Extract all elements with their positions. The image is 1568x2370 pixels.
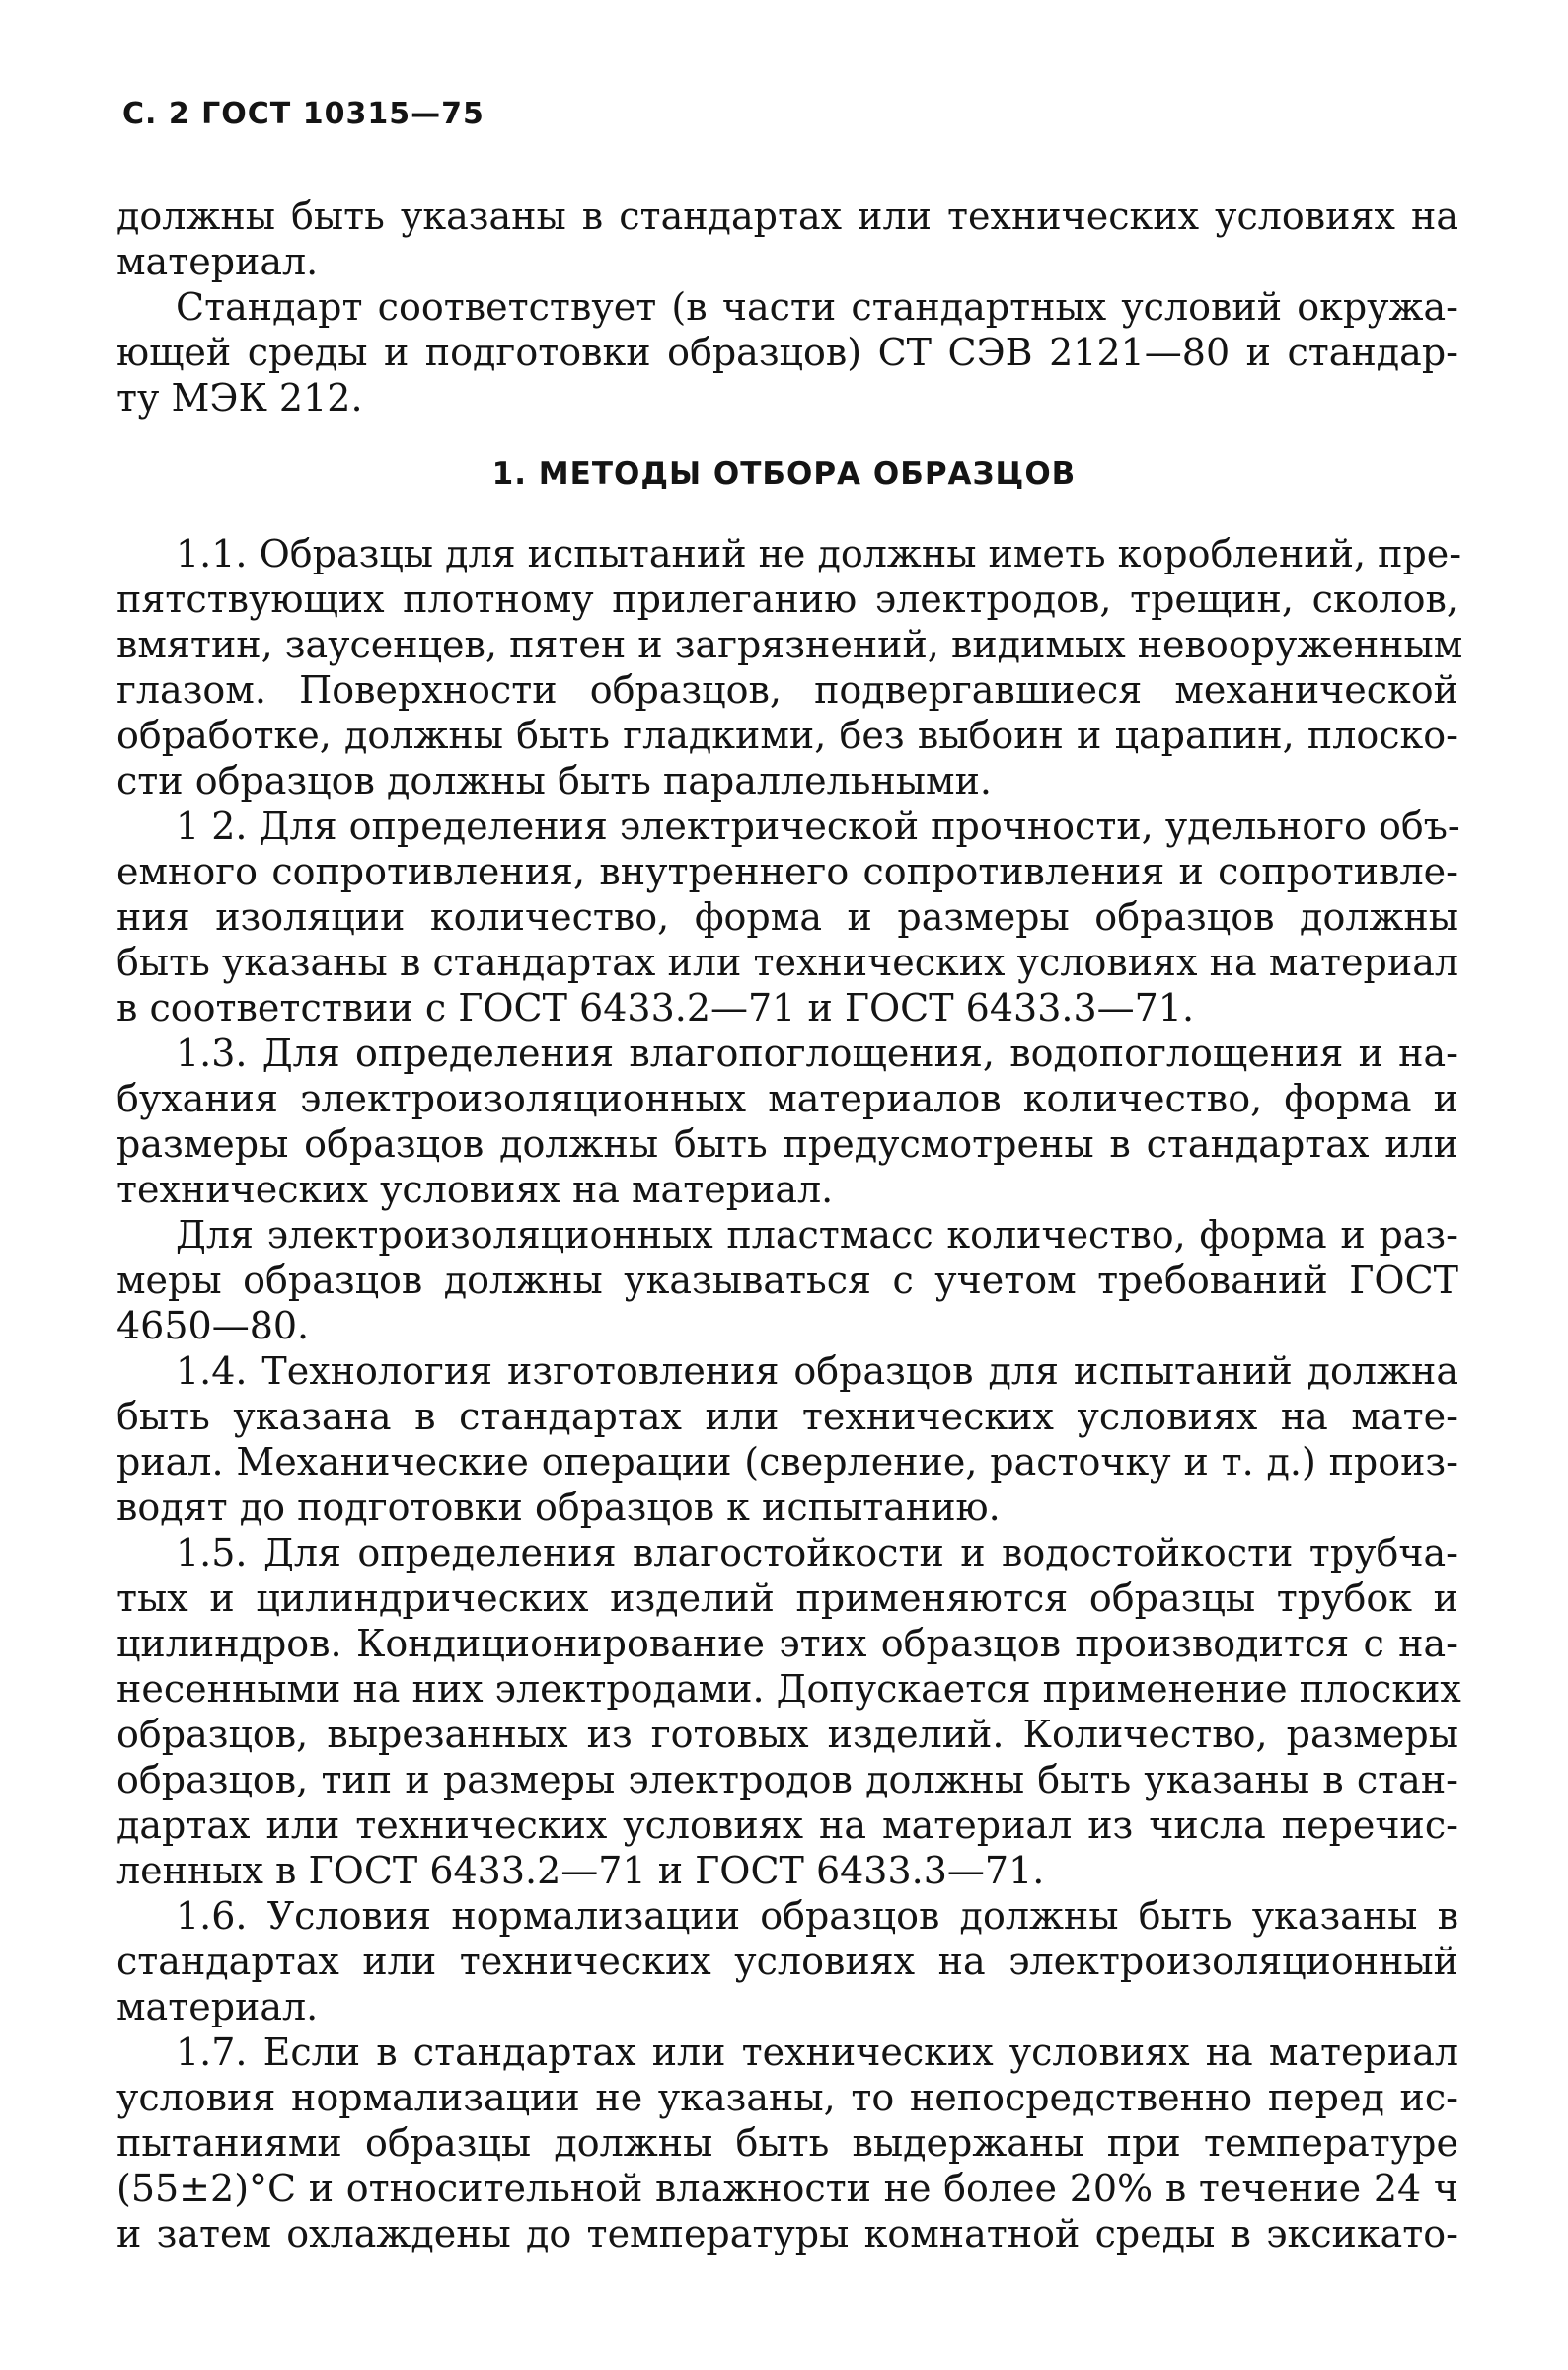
clause-1-1 (116, 576, 1463, 803)
text-line: условия нормализации не указаны, то непосредственно перед ис- (116, 2076, 1458, 2119)
paragraph (116, 330, 1458, 420)
clause-1-6-first (116, 1893, 1458, 1939)
clause-1-5 (116, 1575, 1461, 1893)
text-line: ющей среды и подготовки образцов) СТ СЭВ 2121—80 и стандар- (116, 331, 1458, 374)
text-line: (55±2)°С и относительной влажности не более 20% в течение 24 ч (116, 2167, 1458, 2210)
text-line: 1.6. Условия нормализации образцов должны быть указаны в (176, 1894, 1458, 1938)
text-line: ту МЭК 212. (116, 376, 363, 420)
clause-1-4-first (116, 1348, 1458, 1394)
text-line: ленных в ГОСТ 6433.2—71 и ГОСТ 6433.3—71. (116, 1849, 1045, 1892)
text-line: 1 2. Для определения электрической прочности, удельного объ- (176, 804, 1460, 848)
text-line: 1.5. Для определения влагостойкости и водостойкости трубча- (176, 1531, 1458, 1574)
text-line: Стандарт соответствует (в части стандартных условий окружа- (176, 285, 1458, 329)
text-line: сти образцов должны быть параллельными. (116, 759, 992, 803)
text-line: дартах или технических условиях на материал из числа перечис- (116, 1803, 1458, 1847)
text-line: должны быть указаны в стандартах или технических условиях на (116, 194, 1458, 238)
text-line: 4650—80. (116, 1304, 310, 1347)
text-line: 1.1. Образцы для испытаний не должны иметь короблений, пре- (176, 532, 1462, 575)
text-line: тых и цилиндрических изделий применяются образцы трубок и (116, 1576, 1458, 1620)
clause-1-6 (116, 1939, 1458, 2029)
clause-1-5-first (116, 1530, 1458, 1575)
text-line: и затем охлаждены до температуры комнатной среды в эксикато- (116, 2212, 1458, 2255)
text-line: быть указаны в стандартах или технических условиях на материал (116, 941, 1458, 984)
text-line: быть указана в стандартах или технических условиях на мате- (116, 1395, 1458, 1438)
text-line: 1.3. Для определения влагопоглощения, водопоглощения и на- (176, 1032, 1458, 1075)
clause-1-3b-first (116, 1212, 1458, 1258)
text-line: несенными на них электродами. Допускается применение плоских (116, 1667, 1461, 1711)
text-line: 1.7. Если в стандартах или технических условиях на материал (176, 2030, 1458, 2074)
clause-1-1-first (116, 531, 1462, 576)
text-line: образцов, вырезанных из готовых изделий. Количество, размеры (116, 1713, 1458, 1756)
section-title: 1. МЕТОДЫ ОТБОРА ОБРАЗЦОВ (491, 456, 1077, 492)
text-line: бухания электроизоляционных материалов количество, форма и (116, 1077, 1458, 1120)
text-line: ния изоляции количество, форма и размеры образцов должны (116, 895, 1458, 939)
clause-1-7 (116, 2075, 1458, 2256)
text-line: материал. (116, 240, 319, 283)
text-line: пытаниями образцы должны быть выдержаны при температуре (116, 2121, 1458, 2165)
body-text (116, 531, 1463, 2256)
text-line: в соответствии с ГОСТ 6433.2—71 и ГОСТ 6433.3—71. (116, 986, 1195, 1030)
paragraph (116, 193, 1458, 284)
clause-1-4 (116, 1394, 1458, 1530)
intro-text (116, 193, 1458, 420)
text-line: вмятин, заусенцев, пятен и загрязнений, видимых невооруженным (116, 623, 1463, 666)
text-line: глазом. Поверхности образцов, подвергавшиеся механической (116, 668, 1458, 712)
text-line: емного сопротивления, внутреннего сопротивления и сопротивле- (116, 850, 1458, 893)
clause-1-3b (116, 1258, 1458, 1348)
clause-1-3-first (116, 1031, 1458, 1076)
text-line: меры образцов должны указываться с учетом требований ГОСТ (116, 1259, 1458, 1302)
text-line: Для электроизоляционных пластмасс количество, форма и раз- (176, 1213, 1458, 1257)
running-head: С. 2 ГОСТ 10315—75 (122, 97, 485, 131)
text-line: стандартах или технических условиях на электроизоляционный (116, 1940, 1458, 1983)
text-line: риал. Механические операции (сверление, расточку и т. д.) произ- (116, 1440, 1458, 1484)
text-line: водят до подготовки образцов к испытанию. (116, 1486, 1001, 1529)
clause-1-7-first (116, 2029, 1458, 2075)
text-line: обработке, должны быть гладкими, без выбоин и царапин, плоско- (116, 714, 1458, 757)
text-line: технических условиях на материал. (116, 1168, 834, 1211)
text-line: материал. (116, 1985, 319, 2028)
text-line: пятствующих плотному прилеганию электродов, трещин, сколов, (116, 577, 1458, 621)
clause-1-3 (116, 1076, 1458, 1212)
text-line: цилиндров. Кондиционирование этих образцов производится с на- (116, 1622, 1458, 1665)
text-line: размеры образцов должны быть предусмотрены в стандартах или (116, 1122, 1458, 1166)
paragraph (116, 284, 1458, 330)
text-line: образцов, тип и размеры электродов должны быть указаны в стан- (116, 1758, 1458, 1801)
text-line: 1.4. Технология изготовления образцов для испытаний должна (176, 1349, 1458, 1393)
clause-1-2 (116, 849, 1458, 1031)
clause-1-2-first (116, 803, 1458, 849)
